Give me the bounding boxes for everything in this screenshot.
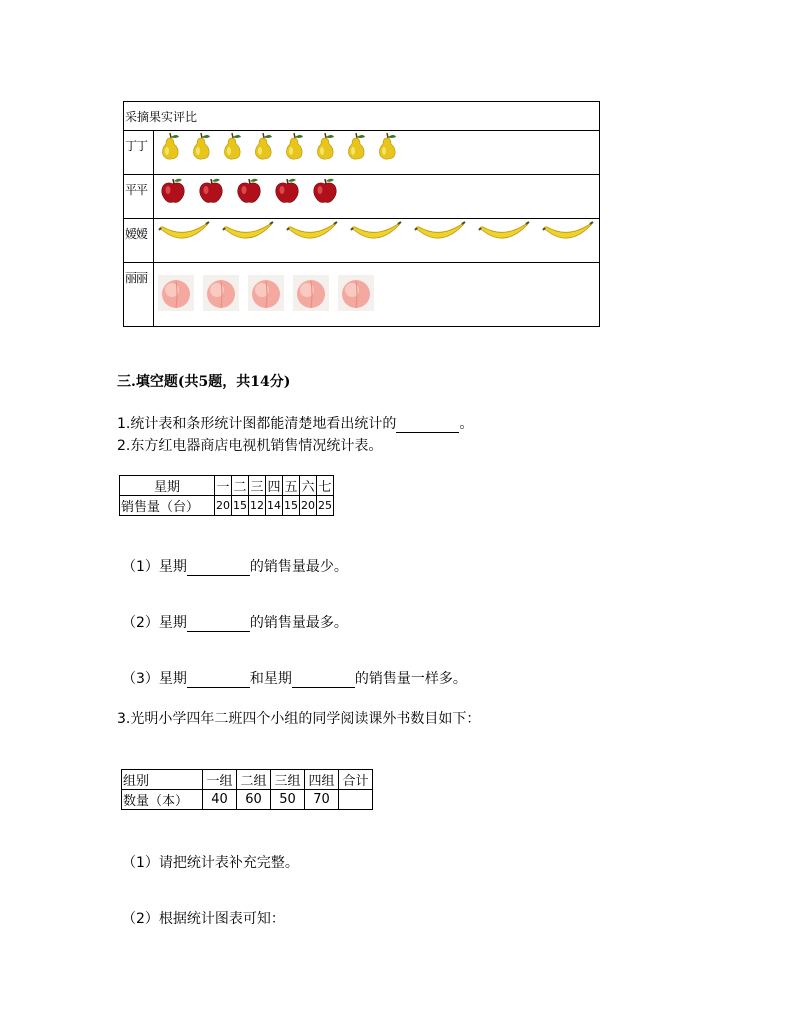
value-cell: 20 [300, 496, 317, 516]
group-cell: 四组 [305, 770, 339, 790]
day-cell: 三 [249, 476, 266, 496]
question-1 [117, 413, 473, 433]
banana-icon [478, 219, 530, 247]
value-cell: 50 [271, 790, 305, 810]
pear-icon [250, 131, 276, 161]
group-cell: 三组 [271, 770, 305, 790]
banana-icon [158, 219, 210, 247]
banana-icon [542, 219, 594, 247]
q2-sub-3 [122, 668, 467, 688]
group-cell: 一组 [203, 770, 237, 790]
table-row [124, 219, 600, 263]
question-3: 3.光明小学四年二班四个小组的同学阅读课外书数目如下： [117, 711, 481, 727]
banana-icon [286, 219, 338, 247]
table-title-row [124, 102, 600, 131]
row-label: 数量（本） [122, 790, 203, 810]
banana-icon [350, 219, 402, 247]
fruit-cell-apples [154, 175, 600, 219]
pear-icon [188, 131, 214, 161]
q1-text: 1.统计表和条形统计图都能清楚地看出统计的 [117, 416, 397, 432]
answer-blank[interactable] [187, 575, 250, 576]
apple-icon [196, 175, 226, 205]
row-label-dingding: 丁丁 [124, 131, 154, 175]
banana-icon [222, 219, 274, 247]
row-label-lili: 丽丽 [124, 263, 154, 327]
value-cell: 20 [215, 496, 232, 516]
header-label: 星期 [120, 476, 215, 496]
day-cell: 二 [232, 476, 249, 496]
value-cell: 14 [266, 496, 283, 516]
peach-icon [338, 275, 374, 311]
fruit-cell-pears [154, 131, 600, 175]
group-cell: 合计 [339, 770, 373, 790]
value-cell: 40 [203, 790, 237, 810]
pear-icon [374, 131, 400, 161]
row-label-pingping: 平平 [124, 175, 154, 219]
table-row [122, 790, 373, 810]
section-title: 三.填空题(共5题，共14分) [117, 374, 291, 390]
q2-sub-2 [122, 612, 348, 632]
peach-icon [158, 275, 194, 311]
total-blank-cell[interactable] [339, 790, 373, 810]
table-row [120, 496, 334, 516]
apple-icon [310, 175, 340, 205]
apple-icon [272, 175, 302, 205]
peach-icon [203, 275, 239, 311]
day-cell: 六 [300, 476, 317, 496]
table-title: 采摘果实评比 [124, 102, 600, 131]
value-cell: 12 [249, 496, 266, 516]
peach-icon [248, 275, 284, 311]
table-row [124, 131, 600, 175]
group-cell: 二组 [237, 770, 271, 790]
banana-icon [414, 219, 466, 247]
pear-icon [281, 131, 307, 161]
sub-text: 和星期 [249, 671, 292, 687]
q2-sub-1 [122, 556, 348, 576]
pear-icon [343, 131, 369, 161]
q3-sub-2: （2）根据统计图表可知： [122, 911, 285, 927]
question-2: 2.东方红电器商店电视机销售情况统计表。 [117, 438, 383, 454]
value-cell: 15 [232, 496, 249, 516]
q3-sub-1: （1）请把统计表补充完整。 [122, 855, 299, 871]
apple-icon [158, 175, 188, 205]
header-label: 组别 [122, 770, 203, 790]
answer-blank[interactable] [187, 631, 250, 632]
row-label-aiai: 嫒嫒 [124, 219, 154, 263]
pear-icon [312, 131, 338, 161]
sub-text: 的销售量最少。 [249, 559, 348, 575]
answer-blank[interactable] [396, 432, 459, 433]
sub-text: （1）星期 [122, 559, 187, 575]
fruit-cell-peaches [154, 263, 600, 327]
sub-text: 的销售量一样多。 [354, 671, 467, 687]
sub-text: （2）星期 [122, 615, 187, 631]
peach-icon [293, 275, 329, 311]
sub-text: 的销售量最多。 [249, 615, 348, 631]
reading-books-table [121, 769, 373, 810]
fruit-cell-bananas [154, 219, 600, 263]
value-cell: 70 [305, 790, 339, 810]
day-cell: 一 [215, 476, 232, 496]
value-cell: 25 [317, 496, 334, 516]
day-cell: 四 [266, 476, 283, 496]
tv-sales-table [119, 475, 334, 516]
answer-blank[interactable] [187, 687, 250, 688]
table-header-row [122, 770, 373, 790]
pear-icon [157, 131, 183, 161]
table-row [124, 175, 600, 219]
table-row [124, 263, 600, 327]
sub-text: （3）星期 [122, 671, 187, 687]
value-cell: 15 [283, 496, 300, 516]
answer-blank[interactable] [292, 687, 355, 688]
pear-icon [219, 131, 245, 161]
apple-icon [234, 175, 264, 205]
table-header-row [120, 476, 334, 496]
day-cell: 七 [317, 476, 334, 496]
fruit-picture-table [123, 101, 600, 327]
q1-end: 。 [459, 416, 474, 432]
value-cell: 60 [237, 790, 271, 810]
day-cell: 五 [283, 476, 300, 496]
row-label: 销售量（台） [120, 496, 215, 516]
